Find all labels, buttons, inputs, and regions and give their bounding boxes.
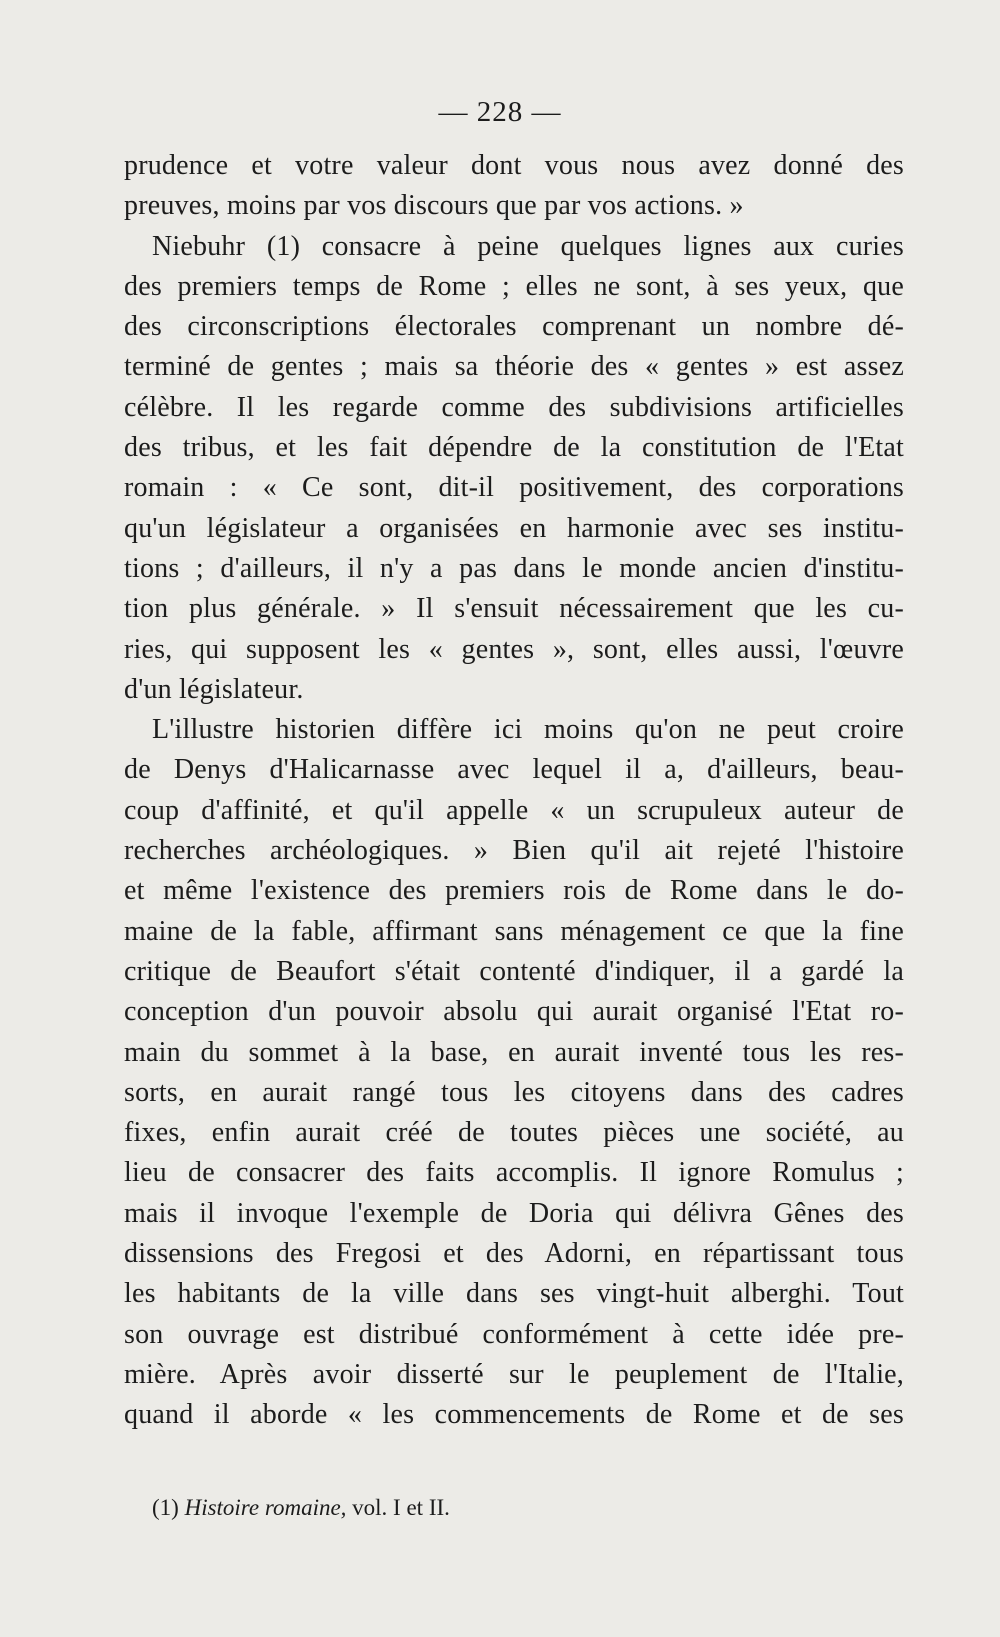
page-number: — 228 — xyxy=(438,96,562,128)
text-line: critique de Beaufort s'était contenté d'indiquer, il a gardé la xyxy=(124,955,904,987)
text-line: célèbre. Il les regarde comme des subdivisions artificielles xyxy=(124,391,904,423)
text-line: recherches archéologiques. » Bien qu'il ait rejeté l'histoire xyxy=(124,835,904,867)
text-line: dissensions des Fregosi et des Adorni, en répartissant tous xyxy=(124,1238,904,1270)
body-text xyxy=(124,146,904,1436)
text-line: de Denys d'Halicarnasse avec lequel il a, d'ailleurs, beau- xyxy=(124,754,904,786)
text-line: L'illustre historien diffère ici moins qu'on ne peut croire xyxy=(152,714,904,746)
text-line: coup d'affinité, et qu'il appelle « un scrupuleux auteur de xyxy=(124,794,904,826)
text-line: qu'un législateur a organisées en harmonie avec ses institu- xyxy=(124,512,904,544)
text-line: preuves, moins par vos discours que par vos actions. » xyxy=(124,190,744,222)
text-line: d'un législateur. xyxy=(124,673,304,705)
text-line: mière. Après avoir disserté sur le peuplement de l'Italie, xyxy=(124,1358,904,1390)
text-line: main du sommet à la base, en aurait inventé tous les res- xyxy=(124,1036,904,1068)
text-line: des premiers temps de Rome ; elles ne sont, à ses yeux, que xyxy=(124,270,904,302)
text-line: tion plus générale. » Il s'ensuit nécessairement que les cu- xyxy=(124,593,904,625)
text-line: des circonscriptions électorales comprenant un nombre dé- xyxy=(124,311,904,343)
text-line: conception d'un pouvoir absolu qui aurait organisé l'Etat ro- xyxy=(124,996,904,1028)
text-line: lieu de consacrer des faits accomplis. Il ignore Romulus ; xyxy=(124,1157,904,1189)
text-line: tions ; d'ailleurs, il n'y a pas dans le monde ancien d'institu- xyxy=(124,552,904,584)
text-line: sorts, en aurait rangé tous les citoyens dans des cadres xyxy=(124,1076,904,1108)
footnote-title: Histoire romaine, xyxy=(184,1495,347,1520)
text-line: fixes, enfin aurait créé de toutes pièces une société, au xyxy=(124,1117,904,1149)
text-line: les habitants de la ville dans ses vingt-huit alberghi. Tout xyxy=(124,1278,904,1310)
text-line: Niebuhr (1) consacre à peine quelques lignes aux curies xyxy=(152,230,904,262)
footnote-marker: (1) xyxy=(152,1495,179,1520)
text-line: ries, qui supposent les « gentes », sont, elles aussi, l'œuvre xyxy=(124,633,904,665)
text-line: terminé de gentes ; mais sa théorie des « gentes » est assez xyxy=(124,351,904,383)
footnote-text: vol. I et II. xyxy=(352,1495,450,1520)
text-line: prudence et votre valeur dont vous nous avez donné des xyxy=(124,150,904,181)
text-line: quand il aborde « les commencements de Rome et de ses xyxy=(124,1399,904,1431)
text-line: romain : « Ce sont, dit-il positivement, des corporations xyxy=(124,472,904,504)
text-line: mais il invoque l'exemple de Doria qui délivra Gênes des xyxy=(124,1197,904,1229)
footnote xyxy=(152,1495,450,1521)
text-line: et même l'existence des premiers rois de Rome dans le do- xyxy=(124,875,904,907)
text-line: son ouvrage est distribué conformément à cette idée pre- xyxy=(124,1318,904,1350)
text-line: maine de la fable, affirmant sans ménagement ce que la fine xyxy=(124,915,904,947)
text-line: des tribus, et les fait dépendre de la constitution de l'Etat xyxy=(124,432,904,464)
